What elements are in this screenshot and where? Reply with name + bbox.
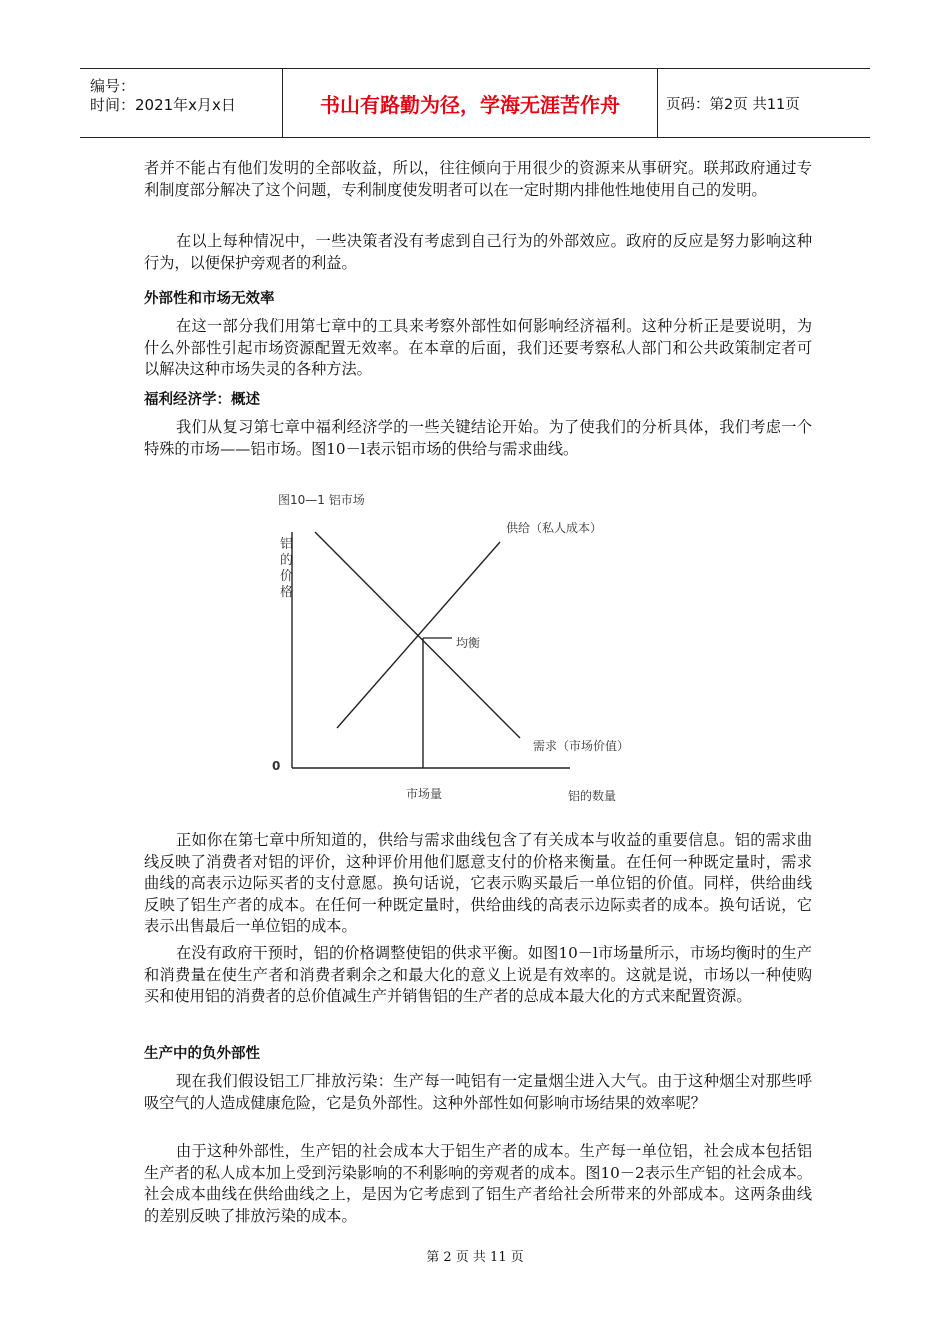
demand-label: 需求（市场价值） xyxy=(533,739,630,753)
paragraph-3: 在这一部分我们用第七章中的工具来考察外部性如何影响经济福利。这种分析正是要说明，为什么外部性引起市场资源配置无效率。在本章的后面，我们还要考察私人部门和公共政策制定者可以解决这种市场失灵的各种方法。 xyxy=(144,317,812,379)
figure-aluminum-market xyxy=(240,480,680,810)
header-page-label: 页码：第2页 共11页 xyxy=(666,96,800,113)
paragraph-4: 我们从复习第七章中福利经济学的一些关键结论开始。为了使我们的分析具体，我们考虑一个特殊的市场——铝市场。图10－l表示铝市场的供给与需求曲线。 xyxy=(144,418,812,458)
paragraph-1: 者并不能占有他们发明的全部收益，所以，往往倾向于用很少的资源来从事研究。联邦政府通过专利制度部分解决了这个问题，专利制度使发明者可以在一定时期内排他性地使用自己的发明。 xyxy=(144,159,812,199)
paragraph-5: 正如你在第七章中所知道的，供给与需求曲线包含了有关成本与收益的重要信息。铝的需求曲线反映了消费者对铝的评价，这种评价用他们愿意支付的价格来衡量。在任何一种既定量时，需求曲线的高表示边际买者的支付意愿。换句话说，它表示购买最后一单位铝的价值。同样，供给曲线反映了铝生产者的成本。在任何一种既定量时，供给曲线的高表示边际卖者的成本。换句话说，它表示出售最后一单位铝的成本。 xyxy=(144,831,812,936)
paragraph-6: 在没有政府干预时，铝的价格调整使铝的供求平衡。如图10－l市场量所示，市场均衡时的生产和消费量在使生产者和消费者剩余之和最大化的意义上说是有效率的。这就是说，市场以一种使购买和使用铝的消费者的总价值减生产并销售铝的生产者的总成本最大化的方式来配置资源。 xyxy=(144,944,812,1006)
ylabel-char-4: 格 xyxy=(280,585,294,600)
figure-title: 图10—1 铝市场 xyxy=(278,493,365,507)
paragraph-8: 由于这种外部性，生产铝的社会成本大于铝生产者的成本。生产每一单位铝，社会成本包括铝生产者的私人成本加上受到污染影响的不利影响的旁观者的成本。图10－2表示生产铝的社会成本。社会成本曲线在供给曲线之上，是因为它考虑到了铝生产者给社会所带来的外部成本。这两条曲线的差别反映了排放污染的成本。 xyxy=(144,1142,812,1225)
paragraph-2: 在以上每种情况中，一些决策者没有考虑到自己行为的外部效应。政府的反应是努力影响这种行为，以便保护旁观者的利益。 xyxy=(144,232,812,272)
supply-demand-diagram xyxy=(240,480,680,810)
ylabel-char-1: 铝 xyxy=(280,537,294,552)
date-label: 时间：2021年x月x日 xyxy=(90,96,236,114)
demand-curve xyxy=(315,532,520,738)
supply-curve xyxy=(337,542,500,728)
section-heading-negative-externality: 生产中的负外部性 xyxy=(144,1046,260,1062)
header-motto: 书山有路勤为径，学海无涯苦作舟 xyxy=(283,69,658,137)
page-footer: 第 2 页 共 11 页 xyxy=(426,1250,524,1265)
serial-label: 编号： xyxy=(90,77,136,95)
header-meta-cell xyxy=(80,69,283,137)
section-heading-welfare: 福利经济学：概述 xyxy=(144,392,260,408)
origin-label: 0 xyxy=(272,759,281,773)
section-heading-externality: 外部性和市场无效率 xyxy=(144,291,275,307)
equilibrium-label: 均衡 xyxy=(456,636,481,650)
x-axis-label: 铝的数量 xyxy=(568,789,617,803)
market-quantity-label: 市场量 xyxy=(406,787,443,801)
supply-label: 供给（私人成本） xyxy=(506,521,603,535)
ylabel-char-2: 的 xyxy=(280,553,294,568)
page-header xyxy=(80,68,870,138)
ylabel-char-3: 价 xyxy=(280,569,294,584)
paragraph-7: 现在我们假设铝工厂排放污染：生产每一吨铝有一定量烟尘进入大气。由于这种烟尘对那些呼吸空气的人造成健康危险，它是负外部性。这种外部性如何影响市场结果的效率呢？ xyxy=(144,1072,812,1112)
